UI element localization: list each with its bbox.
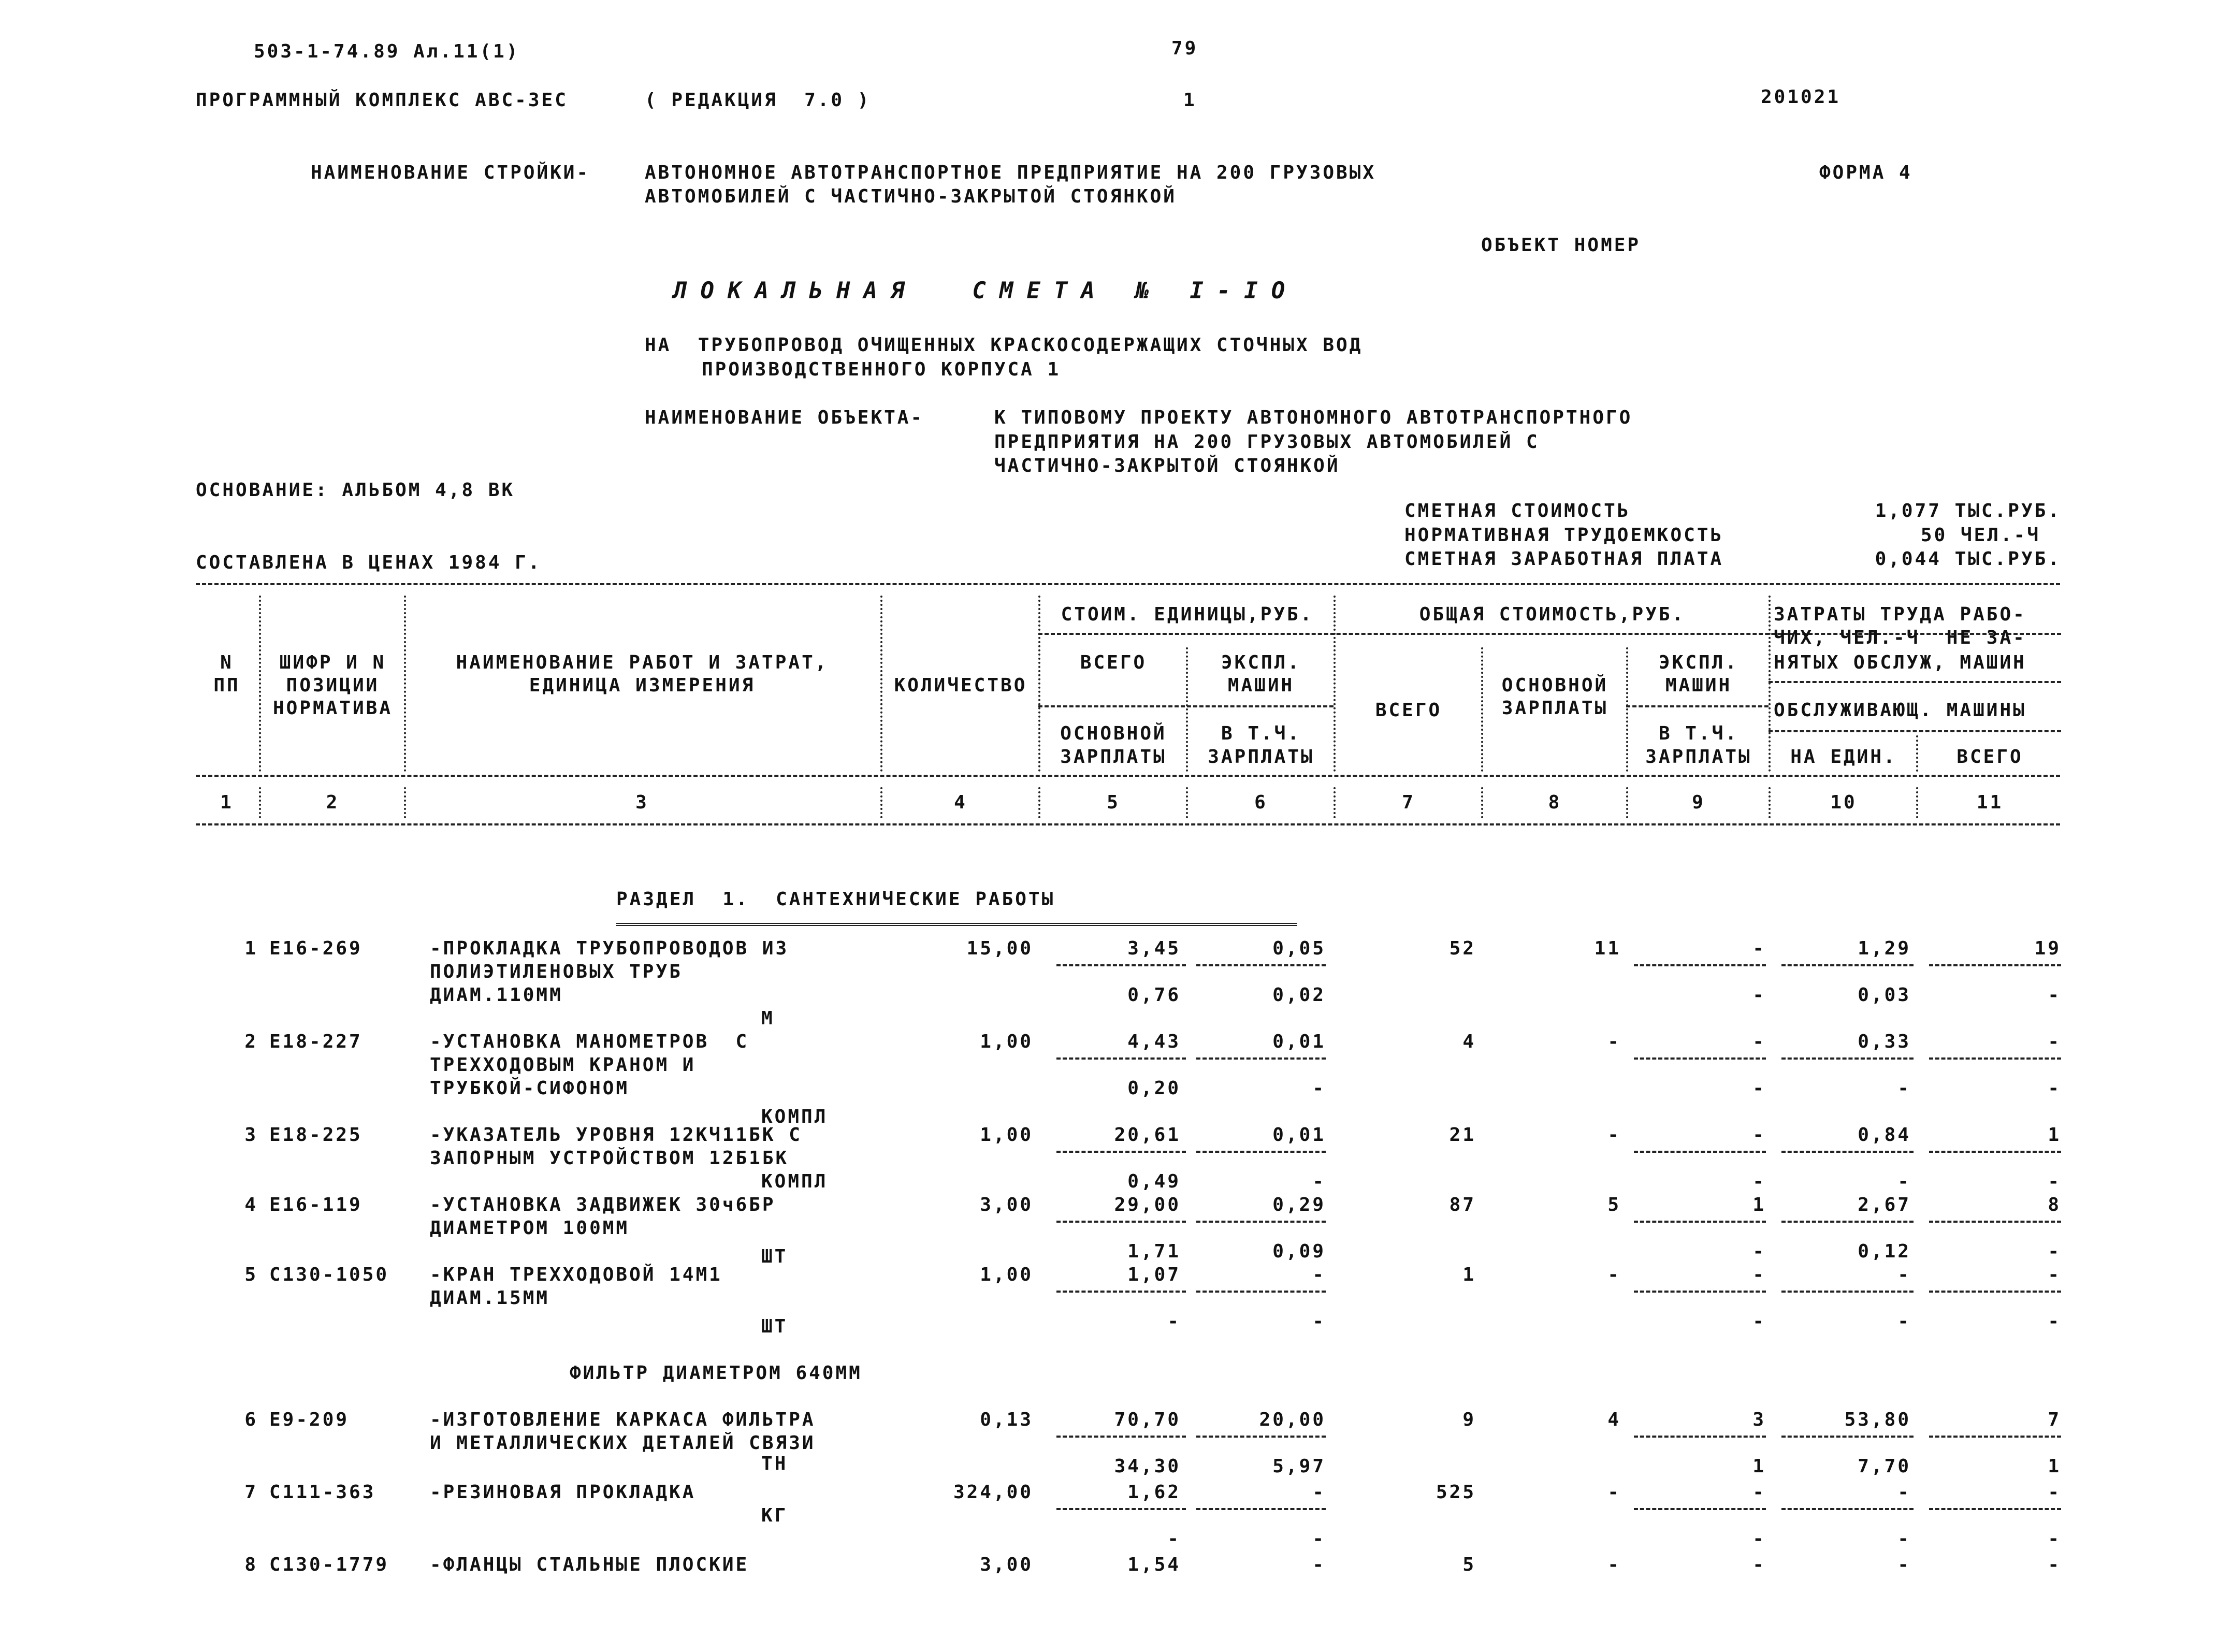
- col-sep: [1769, 787, 1771, 818]
- summary-label-labor: НОРМАТИВНАЯ ТРУДОЕМКОСТЬ: [1404, 525, 1724, 546]
- colnum-5: 5: [1107, 792, 1120, 813]
- row-code: Е16-269: [269, 938, 363, 959]
- row-unit-cost-machine-wage: -: [1312, 1311, 1326, 1332]
- col-sep: [259, 596, 261, 772]
- colnum-10: 10: [1830, 792, 1857, 813]
- row-name-line: И МЕТАЛЛИЧЕСКИХ ДЕТАЛЕЙ СВЯЗИ: [430, 1432, 816, 1454]
- construction-name-line2: АВТОМОБИЛЕЙ С ЧАСТИЧНО-ЗАКРЫТОЙ СТОЯНКОЙ: [645, 186, 1177, 207]
- object-number-label: ОБЪЕКТ НОМЕР: [1481, 235, 1641, 256]
- row-labor-total: 8: [2048, 1194, 2061, 1215]
- row-quantity: 3,00: [980, 1194, 1033, 1215]
- row-unit-cost-total: 29,00: [1114, 1194, 1181, 1215]
- col-sep: [1186, 647, 1188, 772]
- row-name-line: -УСТАНОВКА МАНОМЕТРОВ С: [430, 1031, 749, 1052]
- head-c1-line1: N: [220, 652, 234, 673]
- row-name-line: ДИАМЕТРОМ 100ММ: [430, 1218, 630, 1239]
- row-labor-machine-per-unit: -: [1897, 1311, 1911, 1332]
- row-machine-wage-total: -: [1752, 1241, 1766, 1262]
- col-sep: [1626, 787, 1628, 818]
- col-sep: [1334, 787, 1336, 818]
- row-base-wage: -: [1607, 1482, 1621, 1503]
- row-name-line: ПОЛИЭТИЛЕНОВЫХ ТРУБ: [430, 961, 683, 982]
- head-c9-incl-1: В Т.Ч.: [1658, 723, 1739, 744]
- row-base-wage: 4: [1607, 1409, 1621, 1430]
- row-name-line: ДИАМ.110ММ: [430, 984, 563, 1006]
- head-rule: [1038, 705, 1334, 707]
- row-number: 4: [244, 1194, 258, 1215]
- row-number: 7: [244, 1482, 258, 1503]
- cell-rule: [1056, 1436, 1186, 1438]
- row-unit: ШТ: [761, 1246, 788, 1267]
- cell-rule: [1634, 1508, 1766, 1510]
- row-name-line: ТРЕХХОДОВЫМ КРАНОМ И: [430, 1054, 696, 1076]
- col-sep: [259, 787, 261, 818]
- estimate-title: ЛОКАЛЬНАЯ СМЕТА № I-IO: [673, 278, 1299, 304]
- row-labor-total: -: [2048, 1264, 2061, 1285]
- summary-value-labor: 50 ЧЕЛ.-Ч: [1920, 525, 2040, 546]
- row-code: Е18-227: [269, 1031, 363, 1052]
- colnum-7: 7: [1402, 792, 1415, 813]
- row-name-line: -ИЗГОТОВЛЕНИЕ КАРКАСА ФИЛЬТРА: [430, 1409, 816, 1430]
- head-c6-incl-1: В Т.Ч.: [1221, 723, 1301, 744]
- cell-rule: [1196, 1221, 1326, 1223]
- head-c5-base-1: ОСНОВНОЙ: [1060, 723, 1167, 744]
- cell-rule: [1196, 1436, 1326, 1438]
- row-unit-cost-total: 4,43: [1127, 1031, 1181, 1052]
- colnum-1: 1: [220, 792, 234, 813]
- row-machine-wage-total: -: [1752, 1078, 1766, 1099]
- row-unit: КОМПЛ: [761, 1171, 828, 1192]
- cell-rule: [1781, 1508, 1914, 1510]
- doc-code: 503-1-74.89 Ал.11(1): [254, 41, 520, 62]
- cell-rule: [1781, 1436, 1914, 1438]
- row-labor-per-unit: -: [1897, 1554, 1911, 1575]
- row-labor-machine-per-unit: -: [1897, 1528, 1911, 1549]
- head-unit-cost: СТОИМ. ЕДИНИЦЫ,РУБ.: [1061, 604, 1314, 625]
- cell-rule: [1929, 964, 2061, 966]
- row-code: С130-1779: [269, 1554, 389, 1575]
- colnum-2: 2: [326, 792, 340, 813]
- row-labor-total: -: [2048, 1554, 2061, 1575]
- row-base-wage: -: [1607, 1124, 1621, 1146]
- row-number: 2: [244, 1031, 258, 1052]
- object-label: НАИМЕНОВАНИЕ ОБЪЕКТА-: [645, 407, 924, 428]
- row-quantity: 0,13: [980, 1409, 1033, 1430]
- head-c6-expl-1: ЭКСПЛ.: [1221, 652, 1301, 673]
- cell-rule: [1634, 1221, 1766, 1223]
- row-number: 6: [244, 1409, 258, 1430]
- row-unit-cost-machines: 0,01: [1272, 1031, 1326, 1052]
- row-unit-cost-machine-wage: 0,02: [1272, 984, 1326, 1006]
- head-c10-per-unit: НА ЕДИН.: [1790, 746, 1897, 767]
- colnum-4: 4: [954, 792, 967, 813]
- cell-rule: [1929, 1291, 2061, 1293]
- cell-rule: [1781, 964, 1914, 966]
- row-unit-cost-machine-wage: 0,09: [1272, 1241, 1326, 1262]
- colnum-bottom-rule: [196, 823, 2060, 825]
- col-sep: [880, 596, 882, 772]
- head-rule: [1769, 681, 2061, 683]
- row-base-wage: -: [1607, 1031, 1621, 1052]
- cell-rule: [1929, 1151, 2061, 1153]
- object-name-line3: ЧАСТИЧНО-ЗАКРЫТОЙ СТОЯНКОЙ: [994, 455, 1340, 476]
- head-c9-expl-1: ЭКСПЛ.: [1658, 652, 1739, 673]
- row-unit-cost-total: 20,61: [1114, 1124, 1181, 1146]
- row-name-line: -РЕЗИНОВАЯ ПРОКЛАДКА: [430, 1482, 696, 1503]
- row-quantity: 3,00: [980, 1554, 1033, 1575]
- row-labor-machine-total: -: [2048, 1241, 2061, 1262]
- col-sep: [1769, 596, 1771, 772]
- row-code: С130-1050: [269, 1264, 389, 1285]
- cell-rule: [1929, 1508, 2061, 1510]
- cell-rule: [1056, 1508, 1186, 1510]
- row-labor-per-unit: 53,80: [1844, 1409, 1911, 1430]
- row-quantity: 15,00: [966, 938, 1033, 959]
- prices-basis: СОСТАВЛЕНА В ЦЕНАХ 1984 Г.: [196, 552, 542, 573]
- head-c8-base-2: ЗАРПЛАТЫ: [1501, 698, 1608, 719]
- row-unit: ШТ: [761, 1316, 788, 1337]
- row-name-line: ТРУБКОЙ-СИФОНОМ: [430, 1078, 630, 1099]
- page-number: 79: [1171, 38, 1198, 59]
- row-base-wage: -: [1607, 1554, 1621, 1575]
- row-labor-per-unit: 0,84: [1858, 1124, 1911, 1146]
- cell-rule: [1634, 964, 1766, 966]
- row-number: 8: [244, 1554, 258, 1575]
- construction-label: НАИМЕНОВАНИЕ СТРОЙКИ-: [311, 162, 590, 183]
- row-machines-cost: -: [1752, 1031, 1766, 1052]
- subsection-title: ФИЛЬТР ДИАМЕТРОМ 640ММ: [570, 1363, 862, 1384]
- row-labor-per-unit: -: [1897, 1482, 1911, 1503]
- row-base-wage: 5: [1607, 1194, 1621, 1215]
- row-total-cost: 52: [1449, 938, 1476, 959]
- cell-rule: [1929, 1221, 2061, 1223]
- cell-rule: [1056, 1057, 1186, 1060]
- row-unit-cost-machine-wage: -: [1312, 1528, 1326, 1549]
- object-name-line2: ПРЕДПРИЯТИЯ НА 200 ГРУЗОВЫХ АВТОМОБИЛЕЙ С: [994, 431, 1540, 453]
- row-name-line: -ФЛАНЦЫ СТАЛЬНЫЕ ПЛОСКИЕ: [430, 1554, 749, 1575]
- row-total-cost: 1: [1462, 1264, 1476, 1285]
- cell-rule: [1196, 1291, 1326, 1293]
- row-unit-cost-wage: 0,20: [1127, 1078, 1181, 1099]
- cell-rule: [1634, 1436, 1766, 1438]
- row-quantity: 1,00: [980, 1264, 1033, 1285]
- head-c2-line3: НОРМАТИВА: [272, 698, 393, 719]
- col-sep: [1626, 647, 1628, 772]
- cell-rule: [1196, 1057, 1326, 1060]
- row-unit-cost-total: 1,07: [1127, 1264, 1181, 1285]
- summary-value-cost: 1,077 ТЫС.РУБ.: [1875, 500, 2061, 521]
- cell-rule: [1929, 1436, 2061, 1438]
- row-base-wage: 11: [1594, 938, 1621, 959]
- col-sep: [880, 787, 882, 818]
- row-labor-machine-per-unit: 0,12: [1858, 1241, 1911, 1262]
- cell-rule: [1056, 1291, 1186, 1293]
- row-machines-cost: 3: [1752, 1409, 1766, 1430]
- doc-number: 201021: [1761, 86, 1841, 108]
- cell-rule: [1056, 964, 1186, 966]
- head-c2-line1: ШИФР И N: [279, 652, 386, 673]
- row-machine-wage-total: -: [1752, 1171, 1766, 1192]
- row-quantity: 1,00: [980, 1031, 1033, 1052]
- row-unit-cost-machines: -: [1312, 1554, 1326, 1575]
- head-total-cost: ОБЩАЯ СТОИМОСТЬ,РУБ.: [1419, 604, 1686, 625]
- head-c3-line2: ЕДИНИЦА ИЗМЕРЕНИЯ: [529, 675, 756, 696]
- row-total-cost: 4: [1462, 1031, 1476, 1052]
- head-labor-line3: НЯТЫХ ОБСЛУЖ, МАШИН: [1774, 652, 2026, 673]
- row-name-line: ДИАМ.15ММ: [430, 1287, 550, 1309]
- row-labor-per-unit: 1,29: [1858, 938, 1911, 959]
- colnum-3: 3: [635, 792, 649, 813]
- row-unit-cost-machine-wage: 5,97: [1272, 1456, 1326, 1477]
- row-total-cost: 525: [1436, 1482, 1476, 1503]
- summary-label-cost: СМЕТНАЯ СТОИМОСТЬ: [1404, 500, 1631, 521]
- row-code: Е9-209: [269, 1409, 350, 1430]
- row-machine-wage-total: -: [1752, 984, 1766, 1006]
- col-sep: [1481, 787, 1483, 818]
- row-code: Е18-225: [269, 1124, 363, 1146]
- row-labor-machine-total: 1: [2048, 1456, 2061, 1477]
- row-labor-machine-total: -: [2048, 984, 2061, 1006]
- row-labor-machine-total: -: [2048, 1171, 2061, 1192]
- row-base-wage: -: [1607, 1264, 1621, 1285]
- cell-rule: [1196, 1151, 1326, 1153]
- col-sep: [1038, 787, 1040, 818]
- head-c11-all: ВСЕГО: [1956, 746, 2023, 767]
- cell-rule: [1781, 1057, 1914, 1060]
- head-c9-incl-2: ЗАРПЛАТЫ: [1645, 746, 1752, 767]
- col-sep: [404, 787, 406, 818]
- colnum-8: 8: [1548, 792, 1562, 813]
- row-labor-total: 7: [2048, 1409, 2061, 1430]
- row-unit-cost-total: 1,62: [1127, 1482, 1181, 1503]
- row-unit-cost-total: 70,70: [1114, 1409, 1181, 1430]
- row-unit: КОМПЛ: [761, 1106, 828, 1127]
- row-labor-machine-total: -: [2048, 1528, 2061, 1549]
- cell-rule: [1634, 1291, 1766, 1293]
- row-unit: КГ: [761, 1505, 788, 1526]
- row-unit-cost-machines: 0,05: [1272, 938, 1326, 959]
- sheet-number: 1: [1183, 90, 1197, 111]
- row-unit-cost-machines: 0,01: [1272, 1124, 1326, 1146]
- row-labor-machine-per-unit: -: [1897, 1171, 1911, 1192]
- row-machines-cost: -: [1752, 938, 1766, 959]
- row-machines-cost: -: [1752, 1554, 1766, 1575]
- cell-rule: [1929, 1057, 2061, 1060]
- row-total-cost: 5: [1462, 1554, 1476, 1575]
- row-name-line: -УСТАНОВКА ЗАДВИЖЕК 30ч6БР: [430, 1194, 776, 1215]
- head-bottom-rule: [196, 775, 2060, 777]
- row-labor-machine-per-unit: 7,70: [1858, 1456, 1911, 1477]
- row-labor-per-unit: 0,33: [1858, 1031, 1911, 1052]
- head-labor-line4: ОБСЛУЖИВАЮЩ. МАШИНЫ: [1774, 700, 2026, 721]
- edition: ( РЕДАКЦИЯ 7.0 ): [645, 90, 871, 111]
- row-unit-cost-total: 3,45: [1127, 938, 1181, 959]
- estimate-for-line1: НА ТРУБОПРОВОД ОЧИЩЕННЫХ КРАСКОСОДЕРЖАЩИХ СТОЧНЫХ ВОД: [645, 335, 1363, 356]
- head-c5-base-2: ЗАРПЛАТЫ: [1060, 746, 1167, 767]
- col-sep: [1481, 647, 1483, 772]
- row-name-line: -УКАЗАТЕЛЬ УРОВНЯ 12КЧ11БК С: [430, 1124, 802, 1146]
- row-name-line: ЗАПОРНЫМ УСТРОЙСТВОМ 12Б1БК: [430, 1148, 789, 1169]
- row-unit: М: [761, 1008, 775, 1029]
- head-rule: [1769, 730, 2061, 732]
- colnum-6: 6: [1254, 792, 1268, 813]
- row-code: Е16-119: [269, 1194, 363, 1215]
- head-c4: КОЛИЧЕСТВО: [894, 675, 1027, 696]
- section-underline: [616, 923, 1297, 926]
- head-c9-expl-2: МАШИН: [1665, 675, 1732, 696]
- row-labor-per-unit: 2,67: [1858, 1194, 1911, 1215]
- row-unit-cost-machines: -: [1312, 1482, 1326, 1503]
- cell-rule: [1196, 1508, 1326, 1510]
- row-unit-cost-wage: 34,30: [1114, 1456, 1181, 1477]
- table-top-rule: [196, 583, 2060, 585]
- row-unit-cost-wage: -: [1167, 1528, 1181, 1549]
- row-labor-machine-total: -: [2048, 1078, 2061, 1099]
- row-machines-cost: -: [1752, 1482, 1766, 1503]
- construction-name-line1: АВТОНОМНОЕ АВТОТРАНСПОРТНОЕ ПРЕДПРИЯТИЕ НА 200 ГРУЗОВЫХ: [645, 162, 1376, 183]
- head-c5-all: ВСЕГО: [1080, 652, 1147, 673]
- row-unit-cost-machine-wage: -: [1312, 1078, 1326, 1099]
- row-machines-cost: -: [1752, 1124, 1766, 1146]
- row-unit-cost-wage: -: [1167, 1311, 1181, 1332]
- form-label: ФОРМА 4: [1819, 162, 1912, 183]
- row-labor-machine-per-unit: 0,03: [1858, 984, 1911, 1006]
- head-c3-line1: НАИМЕНОВАНИЕ РАБОТ И ЗАТРАТ,: [456, 652, 829, 673]
- col-sep: [1334, 596, 1336, 772]
- col-sep: [1916, 787, 1918, 818]
- program-name: ПРОГРАММНЫЙ КОМПЛЕКС АВС-3ЕС: [196, 90, 568, 111]
- object-name-line1: К ТИПОВОМУ ПРОЕКТУ АВТОНОМНОГО АВТОТРАНСПОРТНОГО: [994, 407, 1633, 428]
- basis: ОСНОВАНИЕ: АЛЬБОМ 4,8 ВК: [196, 480, 515, 501]
- row-quantity: 1,00: [980, 1124, 1033, 1146]
- cell-rule: [1196, 964, 1326, 966]
- row-labor-total: -: [2048, 1031, 2061, 1052]
- row-machine-wage-total: 1: [1752, 1456, 1766, 1477]
- head-c6-incl-2: ЗАРПЛАТЫ: [1208, 746, 1314, 767]
- cell-rule: [1781, 1291, 1914, 1293]
- col-sep: [404, 596, 406, 772]
- row-machine-wage-total: -: [1752, 1528, 1766, 1549]
- row-total-cost: 21: [1449, 1124, 1476, 1146]
- row-machines-cost: -: [1752, 1264, 1766, 1285]
- row-number: 3: [244, 1124, 258, 1146]
- row-unit-cost-machines: 20,00: [1259, 1409, 1326, 1430]
- cell-rule: [1634, 1151, 1766, 1153]
- cell-rule: [1056, 1151, 1186, 1153]
- head-c1-line2: ПП: [213, 675, 240, 696]
- estimate-for-line2: ПРОИЗВОДСТВЕННОГО КОРПУСА 1: [702, 359, 1061, 380]
- colnum-11: 11: [1976, 792, 2004, 813]
- row-unit-cost-machine-wage: -: [1312, 1171, 1326, 1192]
- row-unit-cost-wage: 0,76: [1127, 984, 1181, 1006]
- row-number: 1: [244, 938, 258, 959]
- head-c6-expl-2: МАШИН: [1227, 675, 1295, 696]
- row-labor-total: 1: [2048, 1124, 2061, 1146]
- row-labor-per-unit: -: [1897, 1264, 1911, 1285]
- summary-value-wage: 0,044 ТЫС.РУБ.: [1875, 548, 2061, 570]
- head-c7-all: ВСЕГО: [1375, 700, 1442, 721]
- row-code: С111-363: [269, 1482, 376, 1503]
- row-labor-machine-per-unit: -: [1897, 1078, 1911, 1099]
- cell-rule: [1634, 1057, 1766, 1060]
- head-labor-line1: ЗАТРАТЫ ТРУДА РАБО-: [1774, 604, 2026, 625]
- cell-rule: [1781, 1151, 1914, 1153]
- head-c2-line2: ПОЗИЦИИ: [286, 675, 380, 696]
- row-number: 5: [244, 1264, 258, 1285]
- row-total-cost: 9: [1462, 1409, 1476, 1430]
- head-labor-line2: ЧИХ, ЧЕЛ.-Ч НЕ ЗА-: [1774, 627, 2026, 648]
- row-unit-cost-wage: 0,49: [1127, 1171, 1181, 1192]
- head-rule: [1626, 705, 1769, 707]
- row-unit-cost-wage: 1,71: [1127, 1241, 1181, 1262]
- row-name-line: -ПРОКЛАДКА ТРУБОПРОВОДОВ ИЗ: [430, 938, 789, 959]
- colnum-9: 9: [1692, 792, 1705, 813]
- row-unit-cost-machines: -: [1312, 1264, 1326, 1285]
- col-sep: [1038, 596, 1040, 772]
- row-labor-machine-total: -: [2048, 1311, 2061, 1332]
- head-c8-base-1: ОСНОВНОЙ: [1501, 675, 1608, 696]
- row-unit-cost-machines: 0,29: [1272, 1194, 1326, 1215]
- row-labor-total: -: [2048, 1482, 2061, 1503]
- section-title: РАЗДЕЛ 1. САНТЕХНИЧЕСКИЕ РАБОТЫ: [616, 889, 1055, 910]
- row-unit: ТН: [761, 1453, 788, 1474]
- row-labor-total: 19: [2034, 938, 2061, 959]
- col-sep: [1186, 787, 1188, 818]
- cell-rule: [1781, 1221, 1914, 1223]
- row-unit-cost-total: 1,54: [1127, 1554, 1181, 1575]
- row-total-cost: 87: [1449, 1194, 1476, 1215]
- row-machines-cost: 1: [1752, 1194, 1766, 1215]
- summary-label-wage: СМЕТНАЯ ЗАРАБОТНАЯ ПЛАТА: [1404, 548, 1724, 570]
- row-name-line: -КРАН ТРЕХХОДОВОЙ 14М1: [430, 1264, 722, 1285]
- row-machine-wage-total: -: [1752, 1311, 1766, 1332]
- row-quantity: 324,00: [953, 1482, 1033, 1503]
- cell-rule: [1056, 1221, 1186, 1223]
- col-sep: [1916, 735, 1918, 772]
